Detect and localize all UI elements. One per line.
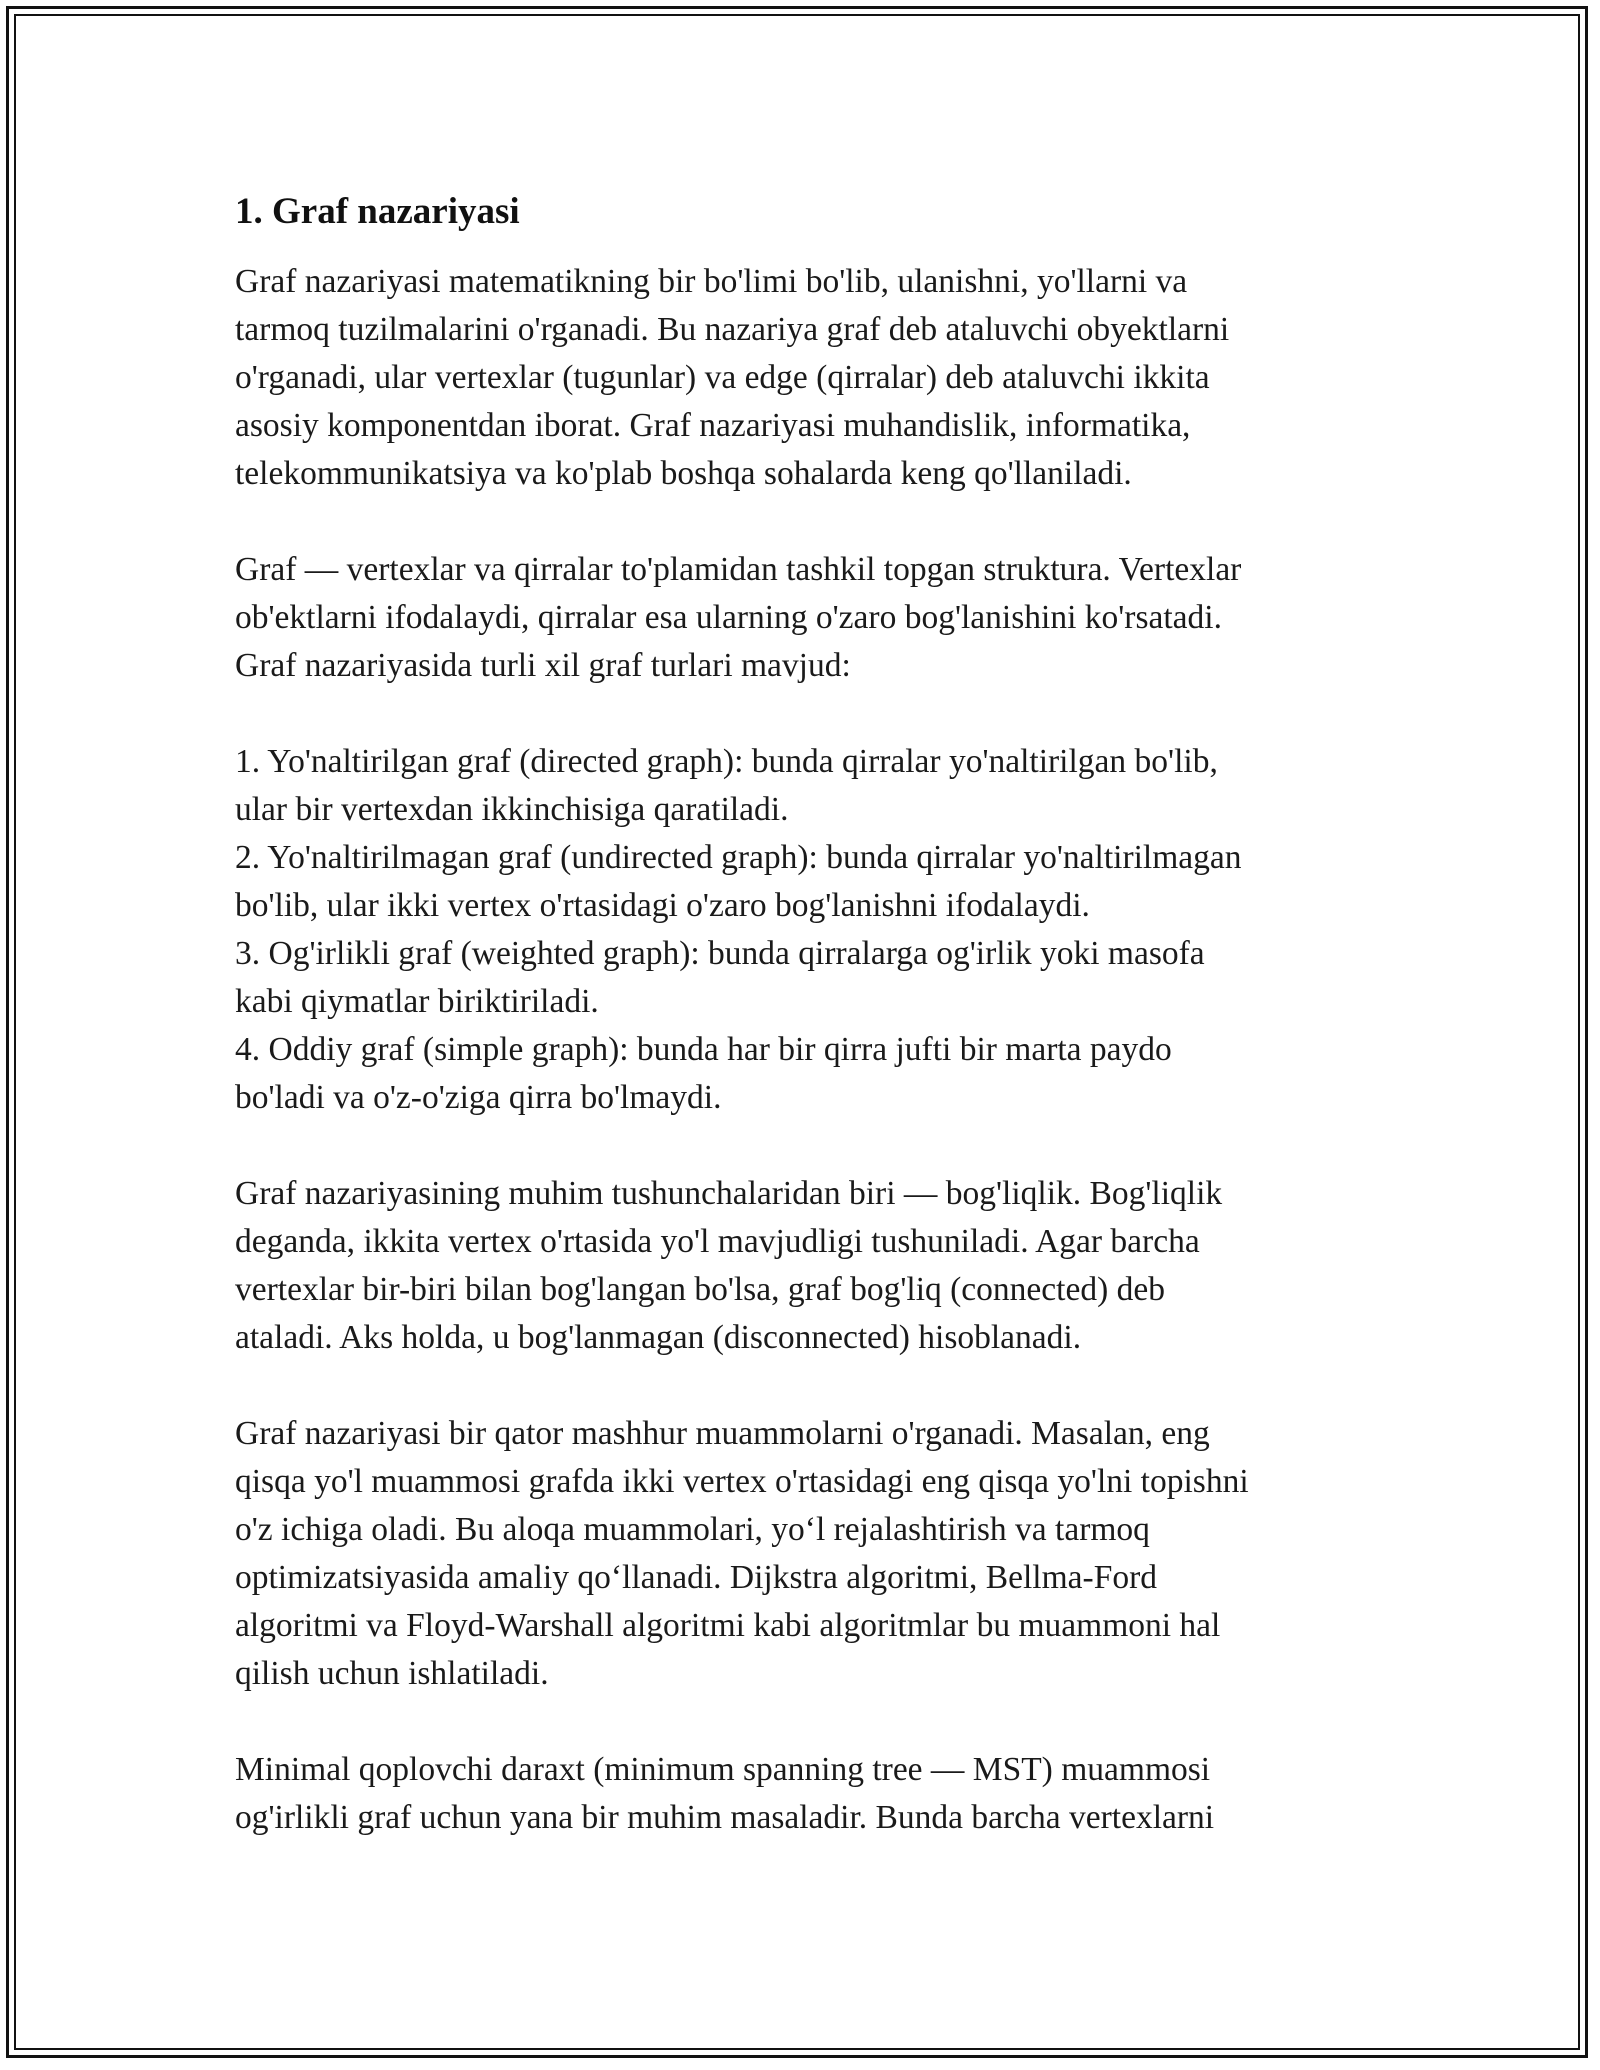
text-line: 2. Yo'naltirilmagan graf (undirected graph): bunda qirralar yo'naltirilmagan [235, 839, 1242, 876]
text-line: optimizatsiyasida amaliy qo‘llanadi. Dijkstra algoritmi, Bellma-Ford [235, 1559, 1157, 1596]
text-line: 3. Og'irlikli graf (weighted graph): bunda qirralarga og'irlik yoki masofa [235, 935, 1205, 972]
text-line: og'irlikli graf uchun yana bir muhim masaladir. Bunda barcha vertexlarni [235, 1799, 1215, 1836]
text-line: bo'ladi va o'z-o'ziga qirra bo'lmaydi. [235, 1079, 722, 1116]
paragraph [235, 1746, 1365, 1842]
text-line: Minimal qoplovchi daraxt (minimum spanning tree — MST) muammosi [235, 1751, 1211, 1788]
text-line: qisqa yo'l muammosi grafda ikki vertex o'rtasidagi eng qisqa yo'lni topishni [235, 1463, 1249, 1500]
text-line: 1. Yo'naltirilgan graf (directed graph): bunda qirralar yo'naltirilgan bo'lib, [235, 743, 1218, 780]
paragraph-spacer [235, 1362, 1365, 1410]
text-line: qilish uchun ishlatiladi. [235, 1655, 549, 1692]
text-line: kabi qiymatlar biriktiriladi. [235, 983, 599, 1020]
paragraph [235, 258, 1365, 498]
text-line: ob'ektlarni ifodalaydi, qirralar esa ularning o'zaro bog'lanishini ko'rsatadi. [235, 599, 1222, 636]
text-line: asosiy komponentdan iborat. Graf nazariyasi muhandislik, informatika, [235, 407, 1191, 444]
paragraph-spacer [235, 1122, 1365, 1170]
text-line: tarmoq tuzilmalarini o'rganadi. Bu nazariya graf deb ataluvchi obyektlarni [235, 311, 1230, 348]
paragraph [235, 738, 1365, 1122]
text-line: o'rganadi, ular vertexlar (tugunlar) va edge (qirralar) deb ataluvchi ikkita [235, 359, 1210, 396]
paragraph [235, 546, 1365, 690]
text-line: Graf nazariyasida turli xil graf turlari mavjud: [235, 647, 851, 684]
text-line: o'z ichiga oladi. Bu aloqa muammolari, yo‘l rejalashtirish va tarmoq [235, 1511, 1150, 1548]
text-line: ular bir vertexdan ikkinchisiga qaratiladi. [235, 791, 789, 828]
paragraph-spacer [235, 690, 1365, 738]
text-line: vertexlar bir-biri bilan bog'langan bo'lsa, graf bog'liq (connected) deb [235, 1271, 1165, 1308]
text-line: telekommunikatsiya va ko'plab boshqa sohalarda keng qo'llaniladi. [235, 455, 1132, 492]
paragraph-spacer [235, 1698, 1365, 1746]
text-line: Graf nazariyasi bir qator mashhur muammolarni o'rganadi. Masalan, eng [235, 1415, 1210, 1452]
text-line: algoritmi va Floyd-Warshall algoritmi kabi algoritmlar bu muammoni hal [235, 1607, 1221, 1644]
text-line: ataladi. Aks holda, u bog'lanmagan (disconnected) hisoblanadi. [235, 1319, 1082, 1356]
paragraph-spacer [235, 498, 1365, 546]
text-line: 4. Oddiy graf (simple graph): bunda har bir qirra jufti bir marta paydo [235, 1031, 1172, 1068]
text-line: Graf nazariyasining muhim tushunchalaridan biri — bog'liqlik. Bog'liqlik [235, 1175, 1223, 1212]
text-line: deganda, ikkita vertex o'rtasida yo'l mavjudligi tushuniladi. Agar barcha [235, 1223, 1200, 1260]
paragraph [235, 1170, 1365, 1362]
text-line: bo'lib, ular ikki vertex o'rtasidagi o'zaro bog'lanishni ifodalaydi. [235, 887, 1090, 924]
paragraph [235, 1410, 1365, 1698]
text-line: Graf nazariyasi matematikning bir bo'limi bo'lib, ulanishni, yo'llarni va [235, 263, 1188, 300]
section-heading: 1. Graf nazariyasi [235, 191, 520, 232]
paragraphs-container [235, 258, 1365, 1842]
document-body [235, 188, 1365, 1842]
text-line: Graf — vertexlar va qirralar to'plamidan tashkil topgan struktura. Vertexlar [235, 551, 1242, 588]
